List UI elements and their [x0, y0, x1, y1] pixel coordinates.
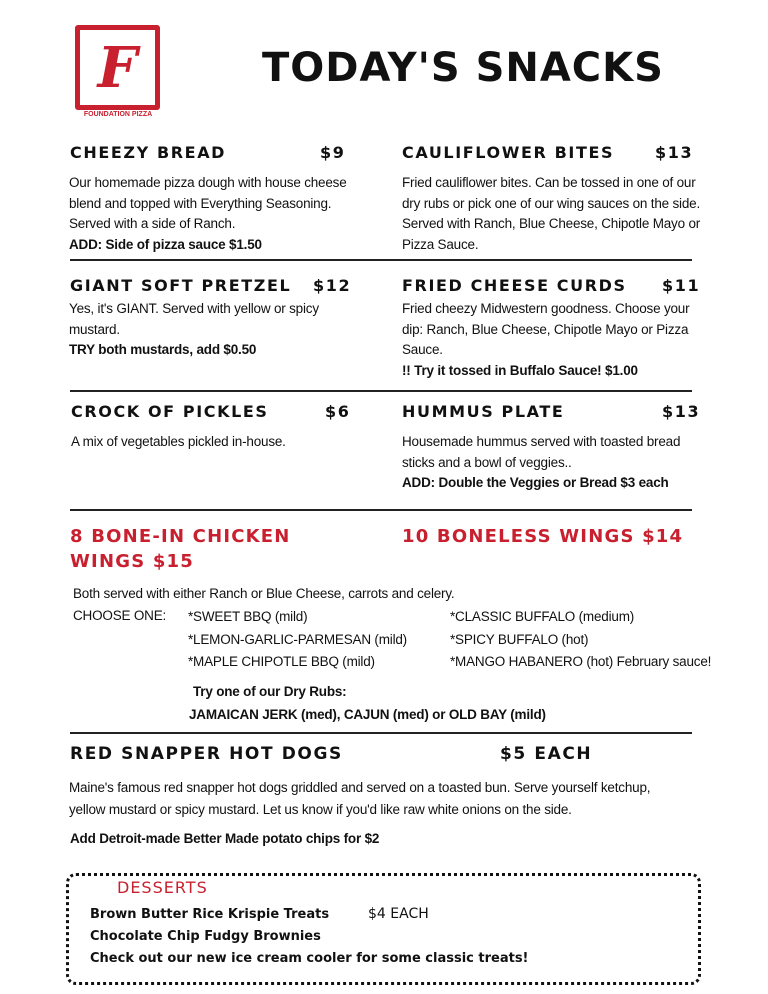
desc-line: Served with a side of Ranch.: [69, 216, 236, 232]
hotdogs-price: $5 EACH: [500, 744, 593, 764]
desc-line: blend and topped with Everything Seasoning.: [69, 195, 332, 211]
desserts-title: DESSERTS: [117, 878, 208, 897]
sauce-list-left: [188, 606, 407, 674]
dessert-item: Check out our new ice cream cooler for some classic treats!: [90, 951, 529, 966]
dry-rubs-title: Try one of our Dry Rubs:: [193, 684, 347, 699]
item-price: $13: [655, 143, 694, 162]
sauce-option: *LEMON-GARLIC-PARMESAN (mild): [188, 631, 407, 647]
desc-line: dip: Ranch, Blue Cheese, Chipotle Mayo or Pizza: [402, 321, 689, 337]
desc-line: dry rubs or pick one of our wing sauces on the side.: [402, 195, 701, 211]
addon-line: TRY both mustards, add $0.50: [69, 342, 257, 358]
item-name: CROCK OF PICKLES: [71, 402, 269, 421]
sauce-option: *SPICY BUFFALO (hot): [450, 631, 589, 647]
desc-line: Pizza Sauce.: [402, 236, 479, 252]
addon-line: !! Try it tossed in Buffalo Sauce! $1.00: [402, 362, 638, 378]
desserts-price: $4 EACH: [368, 906, 429, 922]
desc-line: Maine's famous red snapper hot dogs griddled and served on a toasted bun. Serve yourself ketchup,: [69, 780, 651, 795]
divider: [70, 509, 692, 511]
wings-title-line: WINGS $15: [70, 551, 194, 572]
item-name: CAULIFLOWER BITES: [402, 143, 615, 162]
item-price: $12: [313, 276, 352, 295]
item-name: HUMMUS PLATE: [402, 402, 565, 421]
item-description: [71, 432, 286, 453]
desc-line: Housemade hummus served with toasted bread: [402, 434, 681, 449]
desc-line: Served with Ranch, Blue Cheese, Chipotle Mayo or: [402, 216, 701, 232]
wings-title-boneless: 10 BONELESS WINGS $14: [402, 526, 684, 547]
item-price: $11: [662, 276, 701, 295]
item-description: [402, 173, 700, 255]
item-description: [402, 299, 689, 381]
addon-line: ADD: Double the Veggies or Bread $3 each: [402, 475, 669, 491]
item-price: $9: [320, 143, 346, 162]
dessert-item: Brown Butter Rice Krispie Treats: [90, 907, 330, 922]
divider: [70, 732, 692, 734]
desc-line: Yes, it's GIANT. Served with yellow or spicy: [69, 301, 319, 316]
logo-text: FOUNDATION PIZZA: [83, 111, 153, 118]
dry-rubs-list: JAMAICAN JERK (med), CAJUN (med) or OLD BAY (mild): [189, 707, 546, 722]
desc-line: A mix of vegetables pickled in-house.: [71, 434, 286, 449]
hotdogs-name: RED SNAPPER HOT DOGS: [70, 744, 343, 764]
hotdogs-description: [69, 777, 650, 821]
sauce-option: *CLASSIC BUFFALO (medium): [450, 609, 635, 624]
dessert-item: Chocolate Chip Fudgy Brownies: [90, 929, 321, 944]
sauce-list-right: [450, 606, 711, 674]
addon-line: ADD: Side of pizza sauce $1.50: [69, 236, 262, 252]
item-price: $6: [325, 402, 351, 421]
item-description: [69, 173, 347, 255]
desc-line: mustard.: [69, 321, 120, 337]
sauce-option: *MAPLE CHIPOTLE BBQ (mild): [188, 654, 375, 669]
item-price: $13: [662, 402, 701, 421]
item-description: [402, 432, 680, 494]
page-title: TODAY'S SNACKS: [262, 45, 664, 91]
wings-title-line: 8 BONE-IN CHICKEN: [70, 526, 291, 547]
item-name: FRIED CHEESE CURDS: [402, 276, 627, 295]
hotdogs-addon: Add Detroit-made Better Made potato chips for $2: [70, 831, 380, 846]
divider: [70, 259, 692, 261]
item-name: GIANT SOFT PRETZEL: [70, 276, 292, 295]
wings-intro: Both served with either Ranch or Blue Cheese, carrots and celery.: [73, 586, 455, 601]
item-description: [69, 299, 319, 361]
divider: [70, 390, 692, 392]
desserts-list: [90, 904, 528, 970]
choose-one-label: CHOOSE ONE:: [73, 608, 167, 623]
logo-letter: F: [97, 34, 138, 101]
desc-line: Our homemade pizza dough with house cheese: [69, 175, 347, 190]
desc-line: Fried cheezy Midwestern goodness. Choose your: [402, 301, 690, 316]
sauce-option: *SWEET BBQ (mild): [188, 609, 308, 624]
desc-line: yellow mustard or spicy mustard. Let us know if you'd like raw white onions on the side.: [69, 802, 572, 817]
desc-line: sticks and a bowl of veggies..: [402, 454, 572, 470]
logo: [75, 25, 160, 110]
desc-line: Sauce.: [402, 342, 443, 358]
wings-title-bone-in: [70, 524, 291, 574]
sauce-option: *MANGO HABANERO (hot) February sauce!: [450, 654, 712, 669]
desc-line: Fried cauliflower bites. Can be tossed in one of our: [402, 175, 696, 190]
item-name: CHEEZY BREAD: [70, 143, 227, 162]
